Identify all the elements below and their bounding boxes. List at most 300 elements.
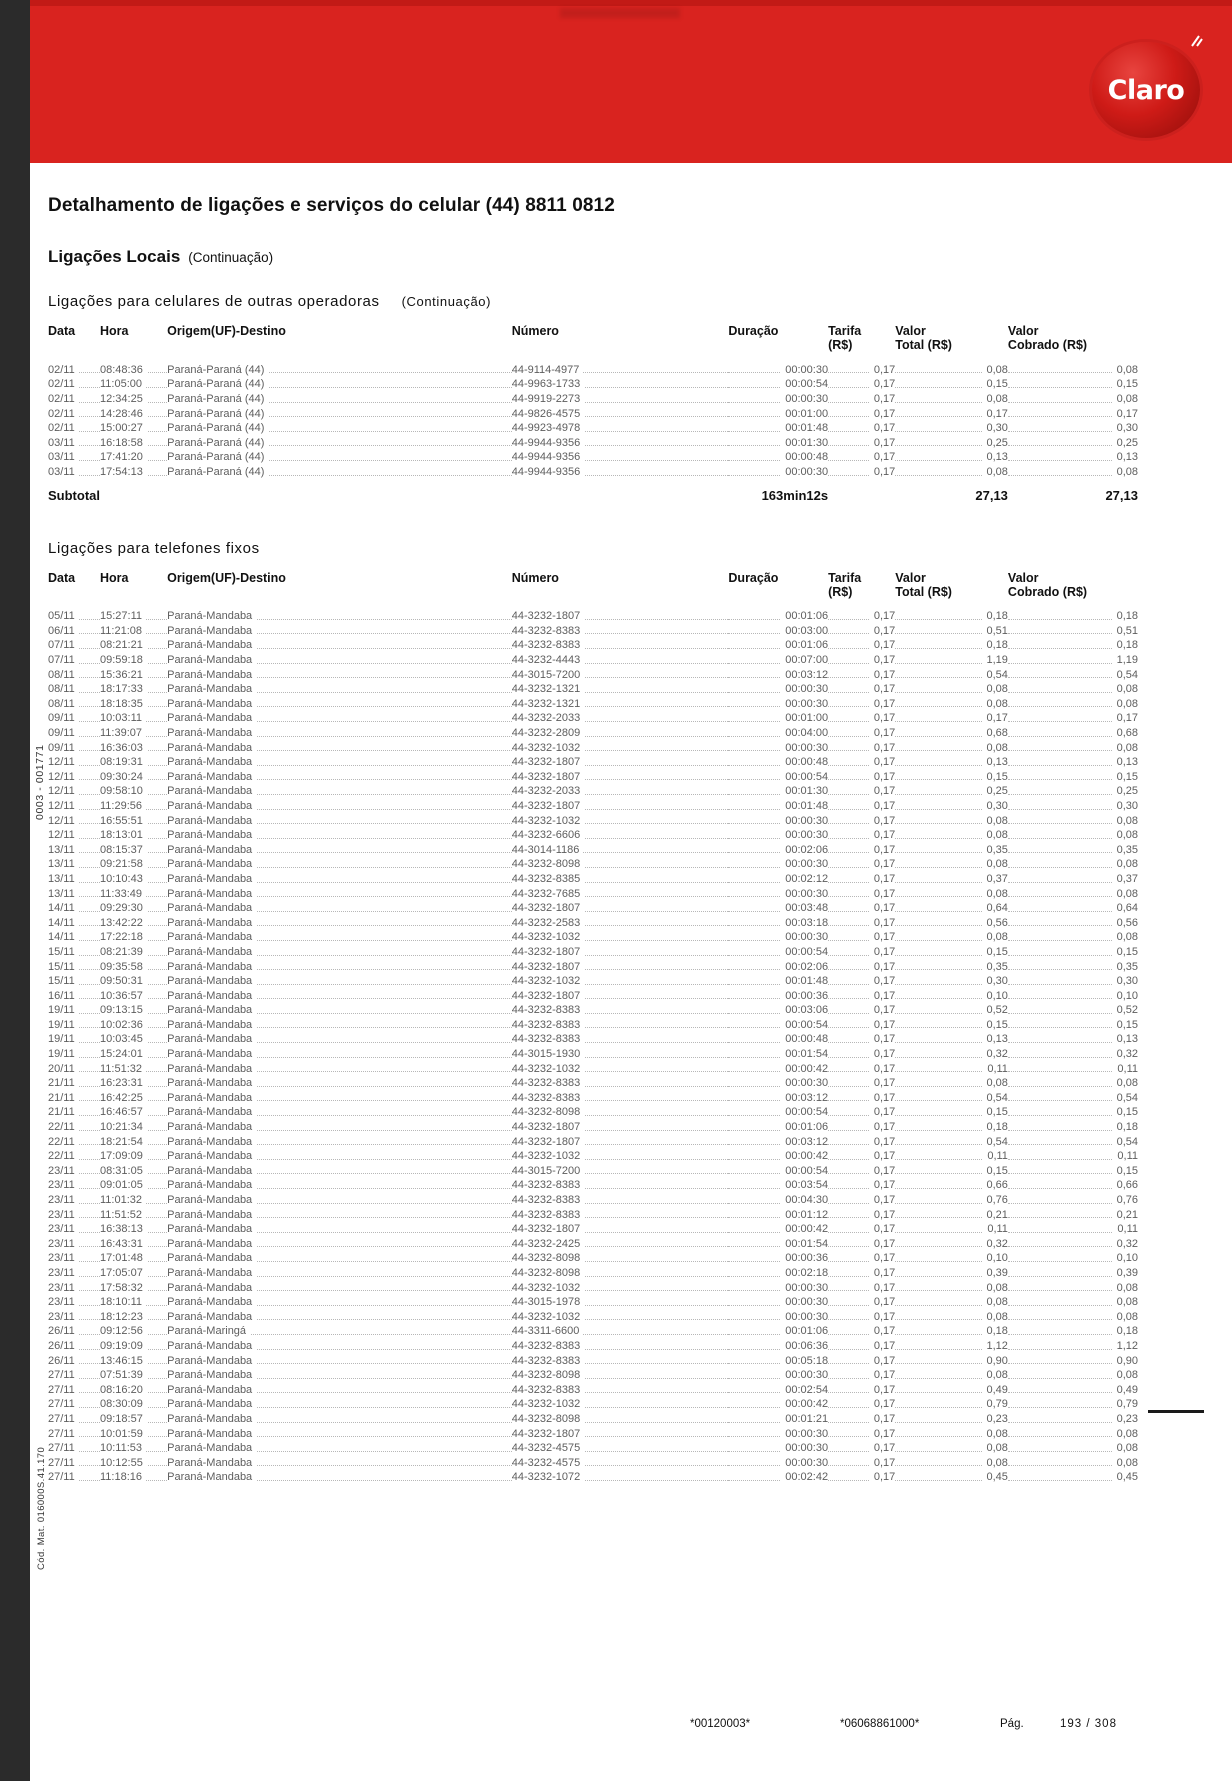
cell-data: 08/11 bbox=[48, 697, 100, 712]
cell-data: 09/11 bbox=[48, 741, 100, 756]
cell-duracao: 00:00:30 bbox=[728, 1456, 828, 1471]
cell-valor-total: 0,30 bbox=[895, 799, 1008, 814]
cell-origem: Paraná-Mandaba bbox=[167, 1120, 512, 1135]
cell-valor-total: 0,52 bbox=[895, 1003, 1008, 1018]
cell-data: 12/11 bbox=[48, 814, 100, 829]
col-header-numero: Número bbox=[511, 570, 559, 585]
cell-duracao: 00:00:30 bbox=[728, 697, 828, 712]
cell-hora: 16:18:58 bbox=[100, 436, 167, 451]
cell-hora: 11:18:16 bbox=[100, 1470, 167, 1485]
cell-numero: 44-3232-8098 bbox=[512, 1251, 729, 1266]
cell-hora: 12:34:25 bbox=[100, 392, 167, 407]
cell-duracao: 00:01:48 bbox=[728, 974, 828, 989]
cell-origem: Paraná-Paraná (44) bbox=[167, 363, 512, 378]
table-row bbox=[48, 1441, 1138, 1456]
fixed-calls-table-head bbox=[48, 571, 1138, 610]
cell-duracao: 00:00:54 bbox=[728, 377, 828, 392]
section-title-label: Ligações Locais bbox=[48, 247, 181, 266]
cell-numero: 44-3232-8383 bbox=[512, 1091, 729, 1106]
cell-origem: Paraná-Mandaba bbox=[167, 1105, 512, 1120]
cell-origem: Paraná-Mandaba bbox=[167, 668, 512, 683]
cell-data: 02/11 bbox=[48, 421, 100, 436]
cell-data: 08/11 bbox=[48, 668, 100, 683]
cell-valor-total: 0,15 bbox=[895, 377, 1008, 392]
footer-barcode-1: *00120003* bbox=[690, 1718, 751, 1730]
cell-valor-cobrado: 0,17 bbox=[1008, 407, 1138, 422]
mobile-calls-table-foot bbox=[48, 480, 1138, 508]
cell-hora: 14:28:46 bbox=[100, 407, 167, 422]
table-row bbox=[48, 1193, 1138, 1208]
cell-hora: 11:29:56 bbox=[100, 799, 167, 814]
cell-numero: 44-3232-6606 bbox=[512, 828, 729, 843]
cell-data: 09/11 bbox=[48, 726, 100, 741]
cell-valor-cobrado: 0,08 bbox=[1008, 392, 1138, 407]
cell-numero: 44-9944-9356 bbox=[512, 450, 729, 465]
cell-origem: Paraná-Mandaba bbox=[167, 770, 512, 785]
cell-hora: 11:21:08 bbox=[100, 624, 167, 639]
cell-tarifa: 0,17 bbox=[828, 726, 895, 741]
cell-tarifa: 0,17 bbox=[828, 682, 895, 697]
cell-valor-cobrado: 0,76 bbox=[1008, 1193, 1138, 1208]
cell-tarifa: 0,17 bbox=[828, 1354, 895, 1369]
cell-origem: Paraná-Mandaba bbox=[167, 828, 512, 843]
cell-origem: Paraná-Mandaba bbox=[167, 1397, 512, 1412]
cell-duracao: 00:00:30 bbox=[728, 741, 828, 756]
cell-hora: 11:51:32 bbox=[100, 1062, 167, 1077]
cell-numero: 44-3232-8383 bbox=[512, 638, 729, 653]
cell-valor-total: 0,08 bbox=[895, 930, 1008, 945]
cell-data: 12/11 bbox=[48, 755, 100, 770]
cell-numero: 44-3232-1032 bbox=[512, 1281, 729, 1296]
cell-data: 13/11 bbox=[48, 872, 100, 887]
cell-duracao: 00:00:42 bbox=[728, 1397, 828, 1412]
cell-data: 14/11 bbox=[48, 916, 100, 931]
cell-valor-total: 0,11 bbox=[895, 1062, 1008, 1077]
table-row bbox=[48, 377, 1138, 392]
cell-numero: 44-3232-8383 bbox=[512, 1003, 729, 1018]
cell-data: 23/11 bbox=[48, 1222, 100, 1237]
cell-valor-total: 0,18 bbox=[895, 1120, 1008, 1135]
cell-numero: 44-3232-8098 bbox=[512, 1412, 729, 1427]
cell-valor-cobrado: 0,08 bbox=[1008, 1076, 1138, 1091]
cell-data: 14/11 bbox=[48, 901, 100, 916]
cell-numero: 44-9919-2273 bbox=[512, 392, 729, 407]
cell-tarifa: 0,17 bbox=[828, 1164, 895, 1179]
cell-data: 21/11 bbox=[48, 1105, 100, 1120]
header-band bbox=[30, 0, 1232, 163]
cell-tarifa: 0,17 bbox=[828, 697, 895, 712]
cell-numero: 44-9963-1733 bbox=[512, 377, 729, 392]
cell-data: 13/11 bbox=[48, 887, 100, 902]
cell-data: 26/11 bbox=[48, 1339, 100, 1354]
cell-valor-total: 0,51 bbox=[895, 624, 1008, 639]
col-header-tarifa-line2: (R$) bbox=[828, 338, 853, 353]
cell-data: 23/11 bbox=[48, 1310, 100, 1325]
cell-duracao: 00:00:30 bbox=[728, 1427, 828, 1442]
table-row bbox=[48, 1164, 1138, 1179]
cell-hora: 17:01:48 bbox=[100, 1251, 167, 1266]
cell-duracao: 00:00:30 bbox=[728, 814, 828, 829]
table-row bbox=[48, 407, 1138, 422]
cell-tarifa: 0,17 bbox=[828, 1091, 895, 1106]
cell-numero: 44-3015-7200 bbox=[512, 1164, 729, 1179]
cell-origem: Paraná-Mandaba bbox=[167, 1470, 512, 1485]
left-margin-bar bbox=[0, 0, 30, 1781]
page-title: Detalhamento de ligações e serviços do celular (44) 8811 0812 bbox=[48, 195, 615, 216]
cell-data: 12/11 bbox=[48, 828, 100, 843]
table-row bbox=[48, 770, 1138, 785]
cell-valor-total: 0,54 bbox=[895, 1135, 1008, 1150]
claro-logo-text: Claro bbox=[1107, 74, 1185, 106]
table-row bbox=[48, 1456, 1138, 1471]
table-row bbox=[48, 1047, 1138, 1062]
cell-valor-cobrado: 0,15 bbox=[1008, 770, 1138, 785]
cell-numero: 44-3015-1930 bbox=[512, 1047, 729, 1062]
cell-duracao: 00:01:54 bbox=[728, 1047, 828, 1062]
cell-duracao: 00:02:06 bbox=[728, 960, 828, 975]
cell-valor-total: 0,08 bbox=[895, 857, 1008, 872]
table-row bbox=[48, 682, 1138, 697]
cell-duracao: 00:00:54 bbox=[728, 770, 828, 785]
cell-origem: Paraná-Mandaba bbox=[167, 1368, 512, 1383]
table-row bbox=[48, 1237, 1138, 1252]
cell-hora: 11:39:07 bbox=[100, 726, 167, 741]
cell-tarifa: 0,17 bbox=[828, 1441, 895, 1456]
col-header-valor-cobrado-line2: Cobrado (R$) bbox=[1007, 584, 1088, 599]
cell-valor-total: 0,08 bbox=[895, 682, 1008, 697]
cell-tarifa: 0,17 bbox=[828, 1310, 895, 1325]
cell-data: 27/11 bbox=[48, 1412, 100, 1427]
cell-hora: 17:22:18 bbox=[100, 930, 167, 945]
cell-hora: 09:30:24 bbox=[100, 770, 167, 785]
table-row bbox=[48, 974, 1138, 989]
cell-tarifa: 0,17 bbox=[828, 1018, 895, 1033]
cell-valor-cobrado: 0,15 bbox=[1008, 1018, 1138, 1033]
cell-origem: Paraná-Mandaba bbox=[167, 1281, 512, 1296]
cell-data: 27/11 bbox=[48, 1456, 100, 1471]
cell-tarifa: 0,17 bbox=[828, 465, 895, 480]
subsection-title-mobile bbox=[48, 293, 1188, 310]
cell-origem: Paraná-Maringá bbox=[167, 1324, 512, 1339]
cell-origem: Paraná-Mandaba bbox=[167, 1266, 512, 1281]
table-row bbox=[48, 638, 1138, 653]
fixed-calls-table bbox=[48, 571, 1138, 1485]
cell-hora: 13:46:15 bbox=[100, 1354, 167, 1369]
cell-hora: 09:35:58 bbox=[100, 960, 167, 975]
cell-tarifa: 0,17 bbox=[828, 1032, 895, 1047]
cell-origem: Paraná-Mandaba bbox=[167, 1383, 512, 1398]
cell-tarifa: 0,17 bbox=[828, 1135, 895, 1150]
table-row bbox=[48, 1105, 1138, 1120]
cell-valor-cobrado: 0,15 bbox=[1008, 945, 1138, 960]
footer-page-label: Pág. bbox=[1000, 1718, 1024, 1730]
cell-data: 02/11 bbox=[48, 377, 100, 392]
mobile-calls-table-body bbox=[48, 363, 1138, 480]
cell-numero: 44-3232-8098 bbox=[512, 1266, 729, 1281]
cell-numero: 44-3232-8383 bbox=[512, 1018, 729, 1033]
claro-tick-icon bbox=[1190, 35, 1203, 48]
cell-duracao: 00:00:54 bbox=[728, 1105, 828, 1120]
col-header-valor-cobrado bbox=[1008, 571, 1138, 610]
cell-numero: 44-3232-2425 bbox=[512, 1237, 729, 1252]
cell-hora: 17:41:20 bbox=[100, 450, 167, 465]
cell-data: 08/11 bbox=[48, 682, 100, 697]
table-header-row bbox=[48, 571, 1138, 610]
cell-duracao: 00:00:30 bbox=[728, 1368, 828, 1383]
col-header-hora: Hora bbox=[100, 324, 129, 338]
cell-data: 19/11 bbox=[48, 1018, 100, 1033]
cell-origem: Paraná-Paraná (44) bbox=[167, 392, 512, 407]
cell-duracao: 00:02:18 bbox=[728, 1266, 828, 1281]
fixed-calls-table-body bbox=[48, 609, 1138, 1485]
cell-duracao: 00:01:06 bbox=[728, 609, 828, 624]
cell-origem: Paraná-Mandaba bbox=[167, 726, 512, 741]
cell-numero: 44-3232-4575 bbox=[512, 1441, 729, 1456]
cell-origem: Paraná-Mandaba bbox=[167, 1251, 512, 1266]
cell-valor-total: 0,13 bbox=[895, 450, 1008, 465]
cell-tarifa: 0,17 bbox=[828, 653, 895, 668]
col-header-origem: Origem(UF)-Destino bbox=[167, 324, 286, 338]
cell-duracao: 00:00:30 bbox=[728, 1441, 828, 1456]
cell-duracao: 00:00:30 bbox=[728, 1295, 828, 1310]
cell-origem: Paraná-Mandaba bbox=[167, 1222, 512, 1237]
cell-valor-cobrado: 0,37 bbox=[1008, 872, 1138, 887]
cell-numero: 44-3232-8383 bbox=[512, 1208, 729, 1223]
cell-valor-cobrado: 0,08 bbox=[1008, 363, 1138, 378]
cell-tarifa: 0,17 bbox=[828, 901, 895, 916]
cell-valor-total: 0,08 bbox=[895, 814, 1008, 829]
table-row bbox=[48, 653, 1138, 668]
cell-data: 26/11 bbox=[48, 1354, 100, 1369]
cell-hora: 08:15:37 bbox=[100, 843, 167, 858]
cell-numero: 44-9944-9356 bbox=[512, 436, 729, 451]
cell-hora: 18:12:23 bbox=[100, 1310, 167, 1325]
cell-tarifa: 0,17 bbox=[828, 609, 895, 624]
cell-valor-total: 0,79 bbox=[895, 1397, 1008, 1412]
cell-valor-total: 0,08 bbox=[895, 1368, 1008, 1383]
cell-origem: Paraná-Mandaba bbox=[167, 1208, 512, 1223]
cell-valor-total: 0,35 bbox=[895, 843, 1008, 858]
col-header-tarifa bbox=[828, 324, 895, 363]
cell-numero: 44-3232-8098 bbox=[512, 857, 729, 872]
table-row bbox=[48, 1354, 1138, 1369]
cell-origem: Paraná-Paraná (44) bbox=[167, 407, 512, 422]
col-header-data: Data bbox=[48, 324, 76, 338]
cell-tarifa: 0,17 bbox=[828, 392, 895, 407]
cell-numero: 44-3232-1032 bbox=[512, 974, 729, 989]
cell-data: 14/11 bbox=[48, 930, 100, 945]
cell-data: 27/11 bbox=[48, 1383, 100, 1398]
cell-origem: Paraná-Mandaba bbox=[167, 857, 512, 872]
cell-valor-cobrado: 0,23 bbox=[1008, 1412, 1138, 1427]
cell-valor-cobrado: 0,11 bbox=[1008, 1149, 1138, 1164]
cell-duracao: 00:03:06 bbox=[728, 1003, 828, 1018]
cell-origem: Paraná-Mandaba bbox=[167, 1412, 512, 1427]
cell-numero: 44-3232-1032 bbox=[512, 1310, 729, 1325]
cell-duracao: 00:00:30 bbox=[728, 465, 828, 480]
cell-valor-total: 0,45 bbox=[895, 1470, 1008, 1485]
cell-data: 20/11 bbox=[48, 1062, 100, 1077]
col-header-duracao: Duração bbox=[728, 324, 779, 338]
cell-numero: 44-3232-8098 bbox=[512, 1105, 729, 1120]
table-row bbox=[48, 1470, 1138, 1485]
cell-duracao: 00:03:54 bbox=[728, 1178, 828, 1193]
cell-valor-cobrado: 0,54 bbox=[1008, 668, 1138, 683]
cell-valor-cobrado: 0,08 bbox=[1008, 682, 1138, 697]
cell-valor-total: 0,18 bbox=[895, 1324, 1008, 1339]
col-header-valor-total bbox=[895, 324, 1008, 363]
cell-data: 15/11 bbox=[48, 974, 100, 989]
cell-valor-cobrado: 0,32 bbox=[1008, 1047, 1138, 1062]
table-row bbox=[48, 421, 1138, 436]
table-row bbox=[48, 741, 1138, 756]
cell-data: 19/11 bbox=[48, 1047, 100, 1062]
cell-duracao: 00:05:18 bbox=[728, 1354, 828, 1369]
cell-hora: 10:12:55 bbox=[100, 1456, 167, 1471]
cell-data: 21/11 bbox=[48, 1091, 100, 1106]
cell-hora: 11:05:00 bbox=[100, 377, 167, 392]
cell-origem: Paraná-Mandaba bbox=[167, 843, 512, 858]
cell-duracao: 00:02:42 bbox=[728, 1470, 828, 1485]
table-row bbox=[48, 799, 1138, 814]
table-row bbox=[48, 465, 1138, 480]
cell-duracao: 00:00:42 bbox=[728, 1062, 828, 1077]
cell-valor-total: 0,35 bbox=[895, 960, 1008, 975]
cell-valor-total: 0,25 bbox=[895, 784, 1008, 799]
cell-duracao: 00:07:00 bbox=[728, 653, 828, 668]
cell-duracao: 00:01:00 bbox=[728, 407, 828, 422]
table-row bbox=[48, 784, 1138, 799]
cell-duracao: 00:02:12 bbox=[728, 872, 828, 887]
cell-duracao: 00:04:00 bbox=[728, 726, 828, 741]
cell-numero: 44-3232-1807 bbox=[512, 1135, 729, 1150]
cell-tarifa: 0,17 bbox=[828, 784, 895, 799]
cell-tarifa: 0,17 bbox=[828, 638, 895, 653]
cell-tarifa: 0,17 bbox=[828, 916, 895, 931]
cell-tarifa: 0,17 bbox=[828, 1383, 895, 1398]
table-row bbox=[48, 916, 1138, 931]
cell-valor-cobrado: 0,64 bbox=[1008, 901, 1138, 916]
cell-origem: Paraná-Mandaba bbox=[167, 1047, 512, 1062]
mobile-calls-table-head bbox=[48, 324, 1138, 363]
cell-valor-cobrado: 0,15 bbox=[1008, 1164, 1138, 1179]
cell-valor-total: 0,08 bbox=[895, 1310, 1008, 1325]
cell-valor-cobrado: 0,08 bbox=[1008, 1295, 1138, 1310]
cell-hora: 18:10:11 bbox=[100, 1295, 167, 1310]
cell-numero: 44-3232-8098 bbox=[512, 1368, 729, 1383]
cell-numero: 44-3232-1807 bbox=[512, 1120, 729, 1135]
cell-duracao: 00:00:30 bbox=[728, 1076, 828, 1091]
cell-origem: Paraná-Mandaba bbox=[167, 814, 512, 829]
col-header-tarifa-line2: (R$) bbox=[828, 584, 853, 599]
cell-duracao: 00:01:54 bbox=[728, 1237, 828, 1252]
cell-valor-cobrado: 0,11 bbox=[1008, 1222, 1138, 1237]
table-row bbox=[48, 1222, 1138, 1237]
cell-tarifa: 0,17 bbox=[828, 770, 895, 785]
cell-duracao: 00:02:06 bbox=[728, 843, 828, 858]
cell-origem: Paraná-Mandaba bbox=[167, 1339, 512, 1354]
cell-duracao: 00:00:30 bbox=[728, 682, 828, 697]
cell-hora: 10:10:43 bbox=[100, 872, 167, 887]
table-row bbox=[48, 1178, 1138, 1193]
cell-numero: 44-3232-8383 bbox=[512, 1178, 729, 1193]
cell-tarifa: 0,17 bbox=[828, 1470, 895, 1485]
cell-valor-total: 0,21 bbox=[895, 1208, 1008, 1223]
cell-hora: 09:13:15 bbox=[100, 1003, 167, 1018]
cell-tarifa: 0,17 bbox=[828, 960, 895, 975]
cell-valor-cobrado: 0,54 bbox=[1008, 1135, 1138, 1150]
cell-origem: Paraná-Mandaba bbox=[167, 653, 512, 668]
cell-origem: Paraná-Mandaba bbox=[167, 799, 512, 814]
cell-tarifa: 0,17 bbox=[828, 1281, 895, 1296]
cell-origem: Paraná-Mandaba bbox=[167, 609, 512, 624]
subtotal-duracao: 163min12s bbox=[761, 487, 829, 503]
cell-tarifa: 0,17 bbox=[828, 1149, 895, 1164]
cell-tarifa: 0,17 bbox=[828, 989, 895, 1004]
section-title bbox=[48, 247, 1188, 267]
cell-duracao: 00:03:18 bbox=[728, 916, 828, 931]
cell-data: 23/11 bbox=[48, 1178, 100, 1193]
cell-valor-cobrado: 0,35 bbox=[1008, 960, 1138, 975]
cell-valor-cobrado: 0,17 bbox=[1008, 711, 1138, 726]
cell-duracao: 00:03:12 bbox=[728, 1091, 828, 1106]
cell-origem: Paraná-Mandaba bbox=[167, 1018, 512, 1033]
cell-origem: Paraná-Mandaba bbox=[167, 1237, 512, 1252]
cell-tarifa: 0,17 bbox=[828, 1339, 895, 1354]
cell-tarifa: 0,17 bbox=[828, 843, 895, 858]
col-header-valor-cobrado-line2: Cobrado (R$) bbox=[1007, 338, 1088, 353]
cell-data: 09/11 bbox=[48, 711, 100, 726]
cell-valor-cobrado: 0,15 bbox=[1008, 1105, 1138, 1120]
cell-duracao: 00:00:30 bbox=[728, 887, 828, 902]
cell-hora: 10:03:11 bbox=[100, 711, 167, 726]
cell-valor-cobrado: 0,18 bbox=[1008, 1324, 1138, 1339]
cell-duracao: 00:03:12 bbox=[728, 668, 828, 683]
cell-tarifa: 0,17 bbox=[828, 1295, 895, 1310]
cell-valor-cobrado: 0,11 bbox=[1008, 1062, 1138, 1077]
cell-tarifa: 0,17 bbox=[828, 436, 895, 451]
cell-valor-total: 0,56 bbox=[895, 916, 1008, 931]
cell-numero: 44-3232-4575 bbox=[512, 1456, 729, 1471]
cell-data: 26/11 bbox=[48, 1324, 100, 1339]
subsection-title-fixed: Ligações para telefones fixos bbox=[48, 539, 260, 557]
table-row bbox=[48, 1427, 1138, 1442]
cell-tarifa: 0,17 bbox=[828, 1076, 895, 1091]
table-row bbox=[48, 1208, 1138, 1223]
cell-valor-total: 0,17 bbox=[895, 711, 1008, 726]
cell-duracao: 00:00:30 bbox=[728, 930, 828, 945]
cell-duracao: 00:00:30 bbox=[728, 1310, 828, 1325]
cell-valor-cobrado: 0,30 bbox=[1008, 799, 1138, 814]
cell-tarifa: 0,17 bbox=[828, 974, 895, 989]
cell-hora: 09:01:05 bbox=[100, 1178, 167, 1193]
cell-valor-total: 0,49 bbox=[895, 1383, 1008, 1398]
cell-hora: 10:11:53 bbox=[100, 1441, 167, 1456]
table-row bbox=[48, 960, 1138, 975]
cell-valor-total: 0,08 bbox=[895, 828, 1008, 843]
col-header-tarifa bbox=[828, 571, 895, 610]
cell-numero: 44-3232-8383 bbox=[512, 1076, 729, 1091]
cell-tarifa: 0,17 bbox=[828, 857, 895, 872]
side-code-top: 0003 - 001771 bbox=[34, 744, 46, 820]
cell-hora: 15:36:21 bbox=[100, 668, 167, 683]
cell-valor-cobrado: 0,13 bbox=[1008, 755, 1138, 770]
mobile-calls-table bbox=[48, 324, 1138, 508]
cell-data: 02/11 bbox=[48, 392, 100, 407]
cell-hora: 09:12:56 bbox=[100, 1324, 167, 1339]
cell-data: 03/11 bbox=[48, 465, 100, 480]
footer-barcode-2: *06068861000* bbox=[840, 1718, 920, 1730]
